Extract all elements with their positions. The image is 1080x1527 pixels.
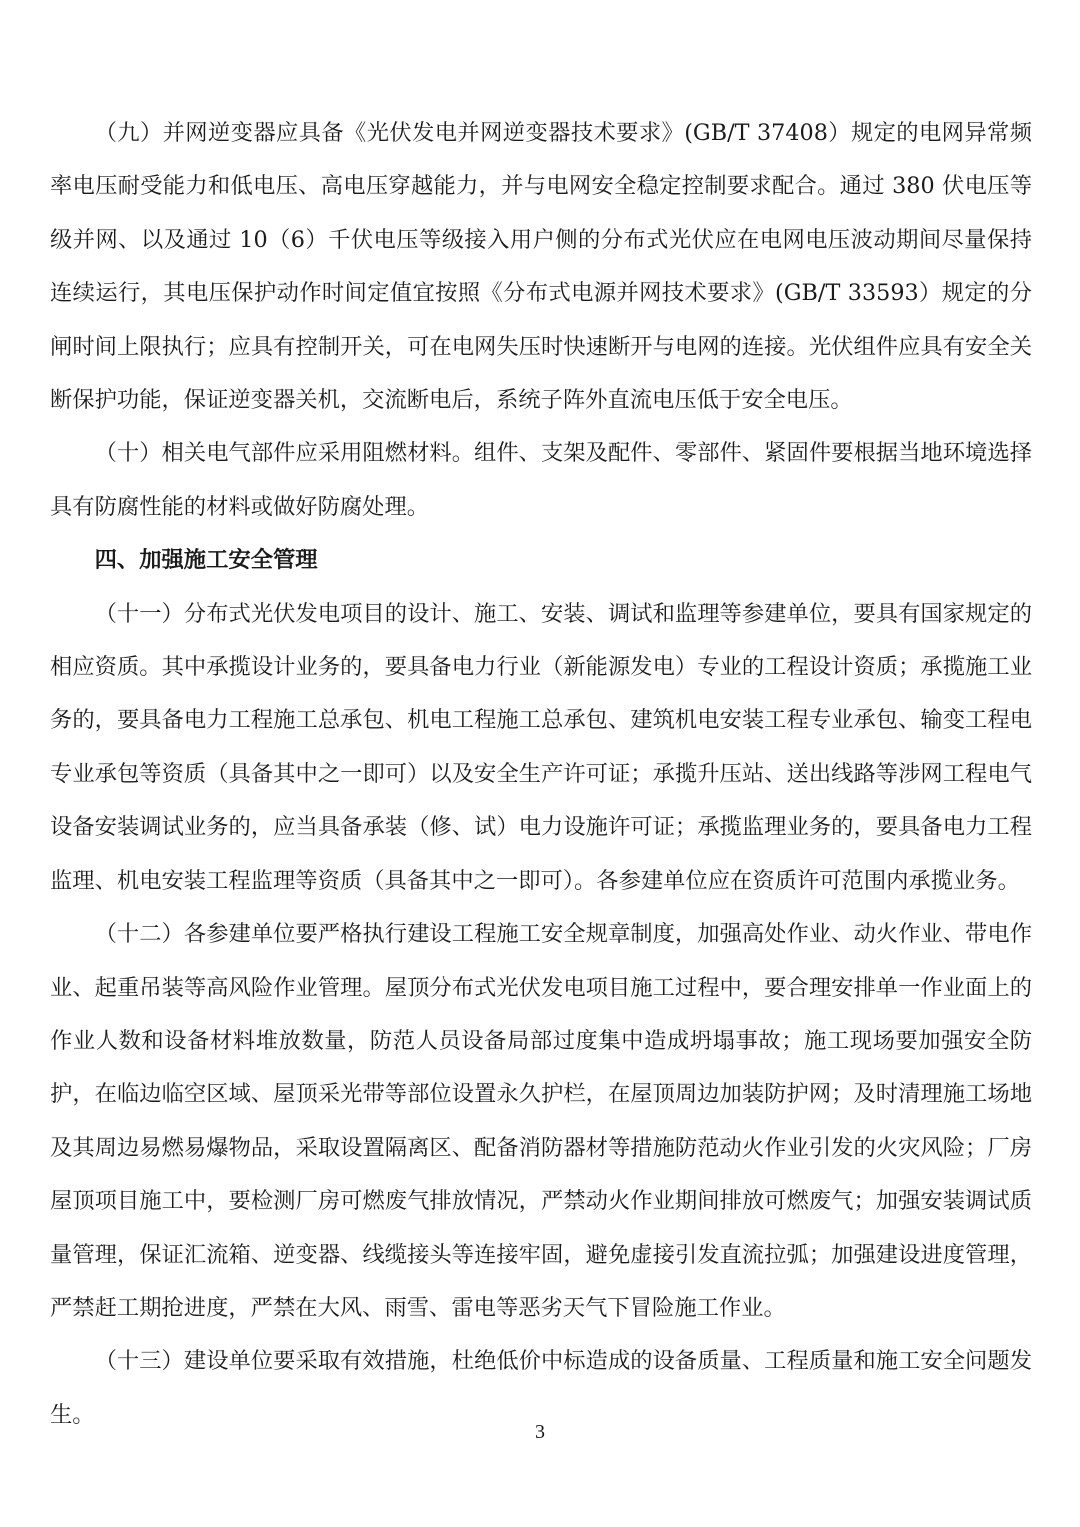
paragraph-item-9: （九）并网逆变器应具备《光伏发电并网逆变器技术要求》(GB/T 37408）规定的电网异常频率电压耐受能力和低电压、高电压穿越能力，并与电网安全稳定控制要求配合。通过 380 伏电压等级并网、以及通过 10（6）千伏电压等级接入用户侧的分布式光伏应在电网电压波动期间尽量保持连续运行，其电压保护动作时间定值宜按照《分布式电源并网技术要求》(GB/T 33593）规定的分闸时间上限执行；应具有控制开关，可在电网失压时快速断开与电网的连接。光伏组件应具有安全关断保护功能，保证逆变器关机，交流断电后，系统子阵外直流电压低于安全电压。 — [50, 120, 1032, 414]
section-heading: 四、加强施工安全管理 — [94, 547, 318, 574]
paragraph-item-10: （十）相关电气部件应采用阻燃材料。组件、支架及配件、零部件、紧固件要根据当地环境选择具有防腐性能的材料或做好防腐处理。 — [50, 440, 1032, 520]
paragraph-item-12: （十二）各参建单位要严格执行建设工程施工安全规章制度，加强高处作业、动火作业、带电作业、起重吊装等高风险作业管理。屋顶分布式光伏发电项目施工过程中，要合理安排单一作业面上的作业人数和设备材料堆放数量，防范人员设备局部过度集中造成坍塌事故；施工现场要加强安全防护，在临边临空区域、屋顶采光带等部位设置永久护栏，在屋顶周边加装防护网；及时清理施工场地及其周边易燃易爆物品，采取设置隔离区、配备消防器材等措施防范动火作业引发的火灾风险；厂房屋顶项目施工中，要检测厂房可燃废气排放情况，严禁动火作业期间排放可燃废气；加强安装调试质量管理，保证汇流箱、逆变器、线缆接头等连接牢固，避免虚接引发直流拉弧；加强建设进度管理，严禁赶工期抢进度，严禁在大风、雨雪、雷电等恶劣天气下冒险施工作业。 — [50, 921, 1032, 1321]
paragraph-item-11: （十一）分布式光伏发电项目的设计、施工、安装、调试和监理等参建单位，要具有国家规定的相应资质。其中承揽设计业务的，要具备电力行业（新能源发电）专业的工程设计资质；承揽施工业务的，要具备电力工程施工总承包、机电工程施工总承包、建筑机电安装工程专业承包、输变工程电专业承包等资质（具备其中之一即可）以及安全生产许可证；承揽升压站、送出线路等涉网工程电气设备安装调试业务的，应当具备承装（修、试）电力设施许可证；承揽监理业务的，要具备电力工程监理、机电安装工程监理等资质（具备其中之一即可）。各参建单位应在资质许可范围内承揽业务。 — [50, 600, 1032, 894]
document-body — [50, 107, 1032, 1442]
paragraph-item-13: （十三）建设单位要采取有效措施，杜绝低价中标造成的设备质量、工程质量和施工安全问题发生。 — [50, 1348, 1032, 1428]
page-number: 3 — [535, 1421, 545, 1443]
